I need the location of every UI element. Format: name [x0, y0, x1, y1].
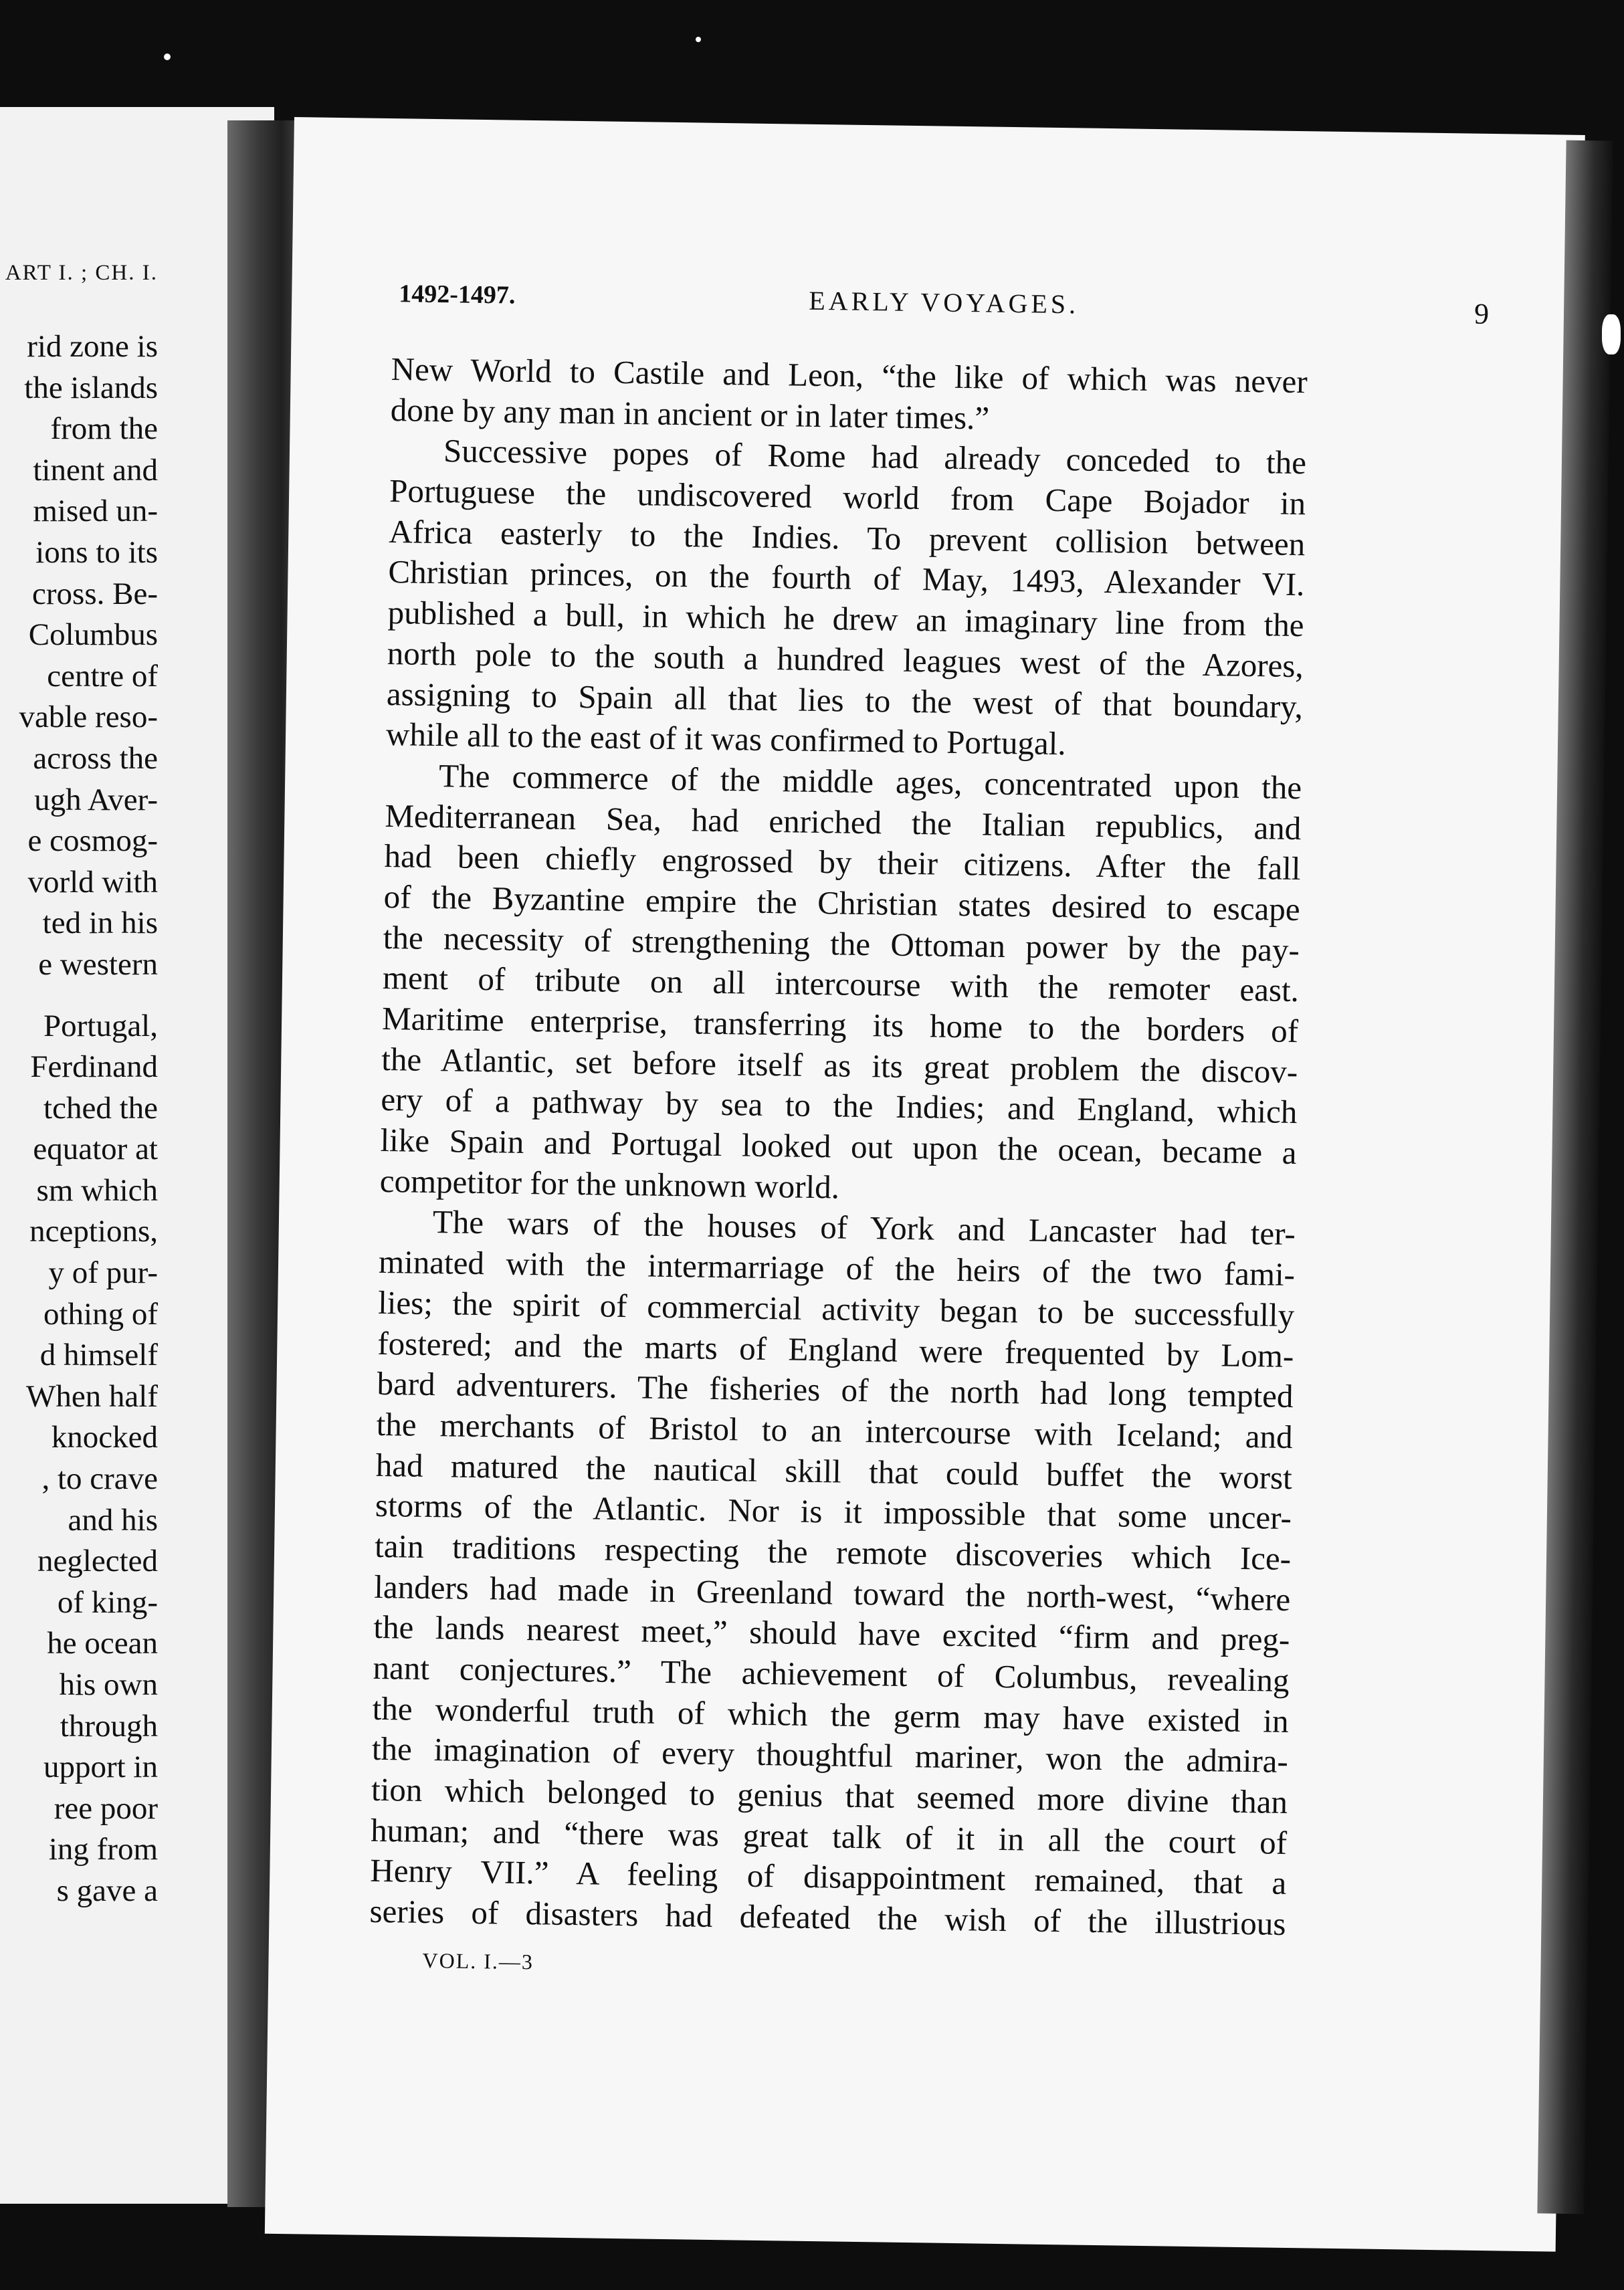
left-running-head: ART I. ; CH. I. [5, 261, 158, 285]
text-line: fostered; and the marts of England were frequented by Lom- [377, 1324, 1294, 1374]
left-page-line: Ferdinand [30, 1049, 158, 1085]
left-page-text [0, 326, 158, 1912]
text-line: series of disasters had defeated the wish of the illustrious [369, 1892, 1286, 1943]
left-page-line: e cosmog- [27, 823, 158, 859]
text-line: lies; the spirit of commercial activity began to be successfully [377, 1283, 1295, 1334]
text-line: human; and “there was great talk of it in all the court of [370, 1811, 1288, 1861]
left-page-line: Portugal, [43, 1008, 158, 1043]
left-page-line: centre of [47, 658, 158, 694]
text-line: like Spain and Portugal looked out upon the ocean, became a [380, 1122, 1297, 1172]
left-page-line: across the [33, 740, 158, 776]
text-line: of the Byzantine empire the Christian states desired to escape [383, 877, 1300, 928]
text-line: while all to the east of it was confirmed to Portugal. [385, 716, 1066, 762]
text-line: storms of the Atlantic. Nor is it impossible that some uncer- [375, 1487, 1292, 1537]
left-page-line: sm which [36, 1172, 158, 1208]
text-line: New World to Castile and Leon, “the like of which was never [391, 350, 1308, 401]
page-number: 9 [1474, 297, 1490, 330]
left-page-line: the islands [24, 370, 158, 405]
text-line: had been chiefly engrossed by their citizens. After the fall [384, 837, 1301, 888]
text-line: the Atlantic, set before itself as its great problem the discov- [381, 1040, 1298, 1090]
scan-speck [1602, 314, 1621, 354]
text-line: Maritime enterprise, transferring its home to the borders of [381, 999, 1299, 1050]
left-page-line: When half [25, 1378, 158, 1414]
text-line: Mediterranean Sea, had enriched the Italian republics, and [385, 797, 1302, 847]
left-page-line: tinent and [33, 452, 158, 488]
body-text [369, 349, 1308, 1945]
left-page-line: ing from [48, 1832, 158, 1867]
left-page-line: , to crave [41, 1461, 158, 1497]
running-head-title: EARLY VOYAGES. [809, 285, 1080, 320]
text-line: nant conjectures.” The achievement of Columbus, revealing [373, 1649, 1290, 1699]
left-page-line: tched the [43, 1090, 158, 1126]
text-line: Africa easterly to the Indies. To prevent collision between [388, 512, 1306, 562]
text-line: ery of a pathway by sea to the Indies; and England, which [381, 1081, 1298, 1131]
text-line: ment of tribute on all intercourse with the remoter east. [382, 959, 1300, 1009]
left-page-line: ions to its [35, 534, 158, 570]
left-page-line: knocked [51, 1420, 158, 1455]
left-page-line: of king- [57, 1584, 158, 1620]
left-page-line: his own [59, 1667, 158, 1702]
scan-speck [164, 54, 171, 60]
left-page-line: Columbus [28, 617, 158, 653]
left-page-line: vable reso- [19, 700, 158, 735]
left-page-line: ree poor [54, 1790, 158, 1826]
text-line: published a bull, in which he drew an imaginary line from the [387, 594, 1304, 644]
left-page-line: mised un- [33, 494, 158, 529]
running-head [399, 279, 1490, 334]
left-page-line: nceptions, [29, 1214, 158, 1249]
text-line: Henry VII.” A feeling of disappointment remained, that a [370, 1852, 1287, 1902]
text-line: tain traditions respecting the remote discoveries which Ice- [374, 1527, 1292, 1577]
text-line: competitor for the unknown world. [379, 1162, 840, 1206]
text-line: bard adventurers. The fisheries of the north had long tempted [377, 1365, 1294, 1415]
text-line: The commerce of the middle ages, concentrated upon the [438, 756, 1302, 806]
left-page-line: neglected [37, 1544, 158, 1579]
text-line: had matured the nautical skill that could buffet the worst [375, 1446, 1293, 1496]
left-page-line: from the [50, 411, 158, 447]
left-page-line: and his [68, 1502, 158, 1538]
text-line: the wonderful truth of which the germ may have existed in [372, 1689, 1290, 1740]
scan-speck [696, 37, 701, 42]
text-line: the merchants of Bristol to an intercourse with Iceland; and [376, 1405, 1293, 1455]
running-head-years: 1492-1497. [399, 280, 516, 310]
text-line: minated with the intermarriage of the heirs of the two fami- [378, 1243, 1296, 1293]
left-page-line: othing of [43, 1296, 158, 1332]
text-line: The wars of the houses of York and Lancaster had ter- [432, 1203, 1296, 1253]
left-page-line: equator at [33, 1132, 158, 1167]
left-page-line: d himself [39, 1338, 158, 1373]
text-line: done by any man in ancient or in later times.” [390, 391, 990, 437]
left-page-line: he ocean [47, 1626, 158, 1661]
left-page-line: rid zone is [27, 329, 158, 364]
text-line: the necessity of strengthening the Ottoman power by the pay- [383, 918, 1300, 968]
left-page-line: e western [38, 946, 158, 982]
left-page-line: ted in his [42, 906, 158, 941]
left-page-line: cross. Be- [32, 576, 158, 611]
text-line: tion which belonged to genius that seemed more divine than [371, 1770, 1288, 1821]
right-page [265, 117, 1585, 2252]
text-line: the lands nearest meet,” should have excited “firm and preg- [373, 1608, 1290, 1659]
signature-mark: VOL. I.—3 [422, 1948, 534, 1974]
left-page-line: vorld with [27, 864, 158, 900]
text-line: Christian princes, on the fourth of May, 1493, Alexander VI. [388, 553, 1305, 603]
text-line: Portuguese the undiscovered world from Cape Bojador in [389, 472, 1306, 522]
left-page-line: ugh Aver- [34, 782, 158, 817]
text-line: landers had made in Greenland toward the north-west, “where [373, 1568, 1291, 1618]
text-line: north pole to the south a hundred leagues west of the Azores, [387, 634, 1304, 684]
left-page-line: upport in [43, 1750, 158, 1785]
left-page-line: s gave a [56, 1873, 158, 1908]
text-line: assigning to Spain all that lies to the west of that boundary, [386, 675, 1304, 725]
left-page-line [0, 986, 158, 1006]
left-page-line: through [60, 1708, 158, 1744]
text-line: the imagination of every thoughtful mariner, won the admira- [371, 1730, 1289, 1780]
left-page-line: y of pur- [48, 1255, 158, 1291]
text-line: Successive popes of Rome had already conceded to the [443, 432, 1307, 482]
